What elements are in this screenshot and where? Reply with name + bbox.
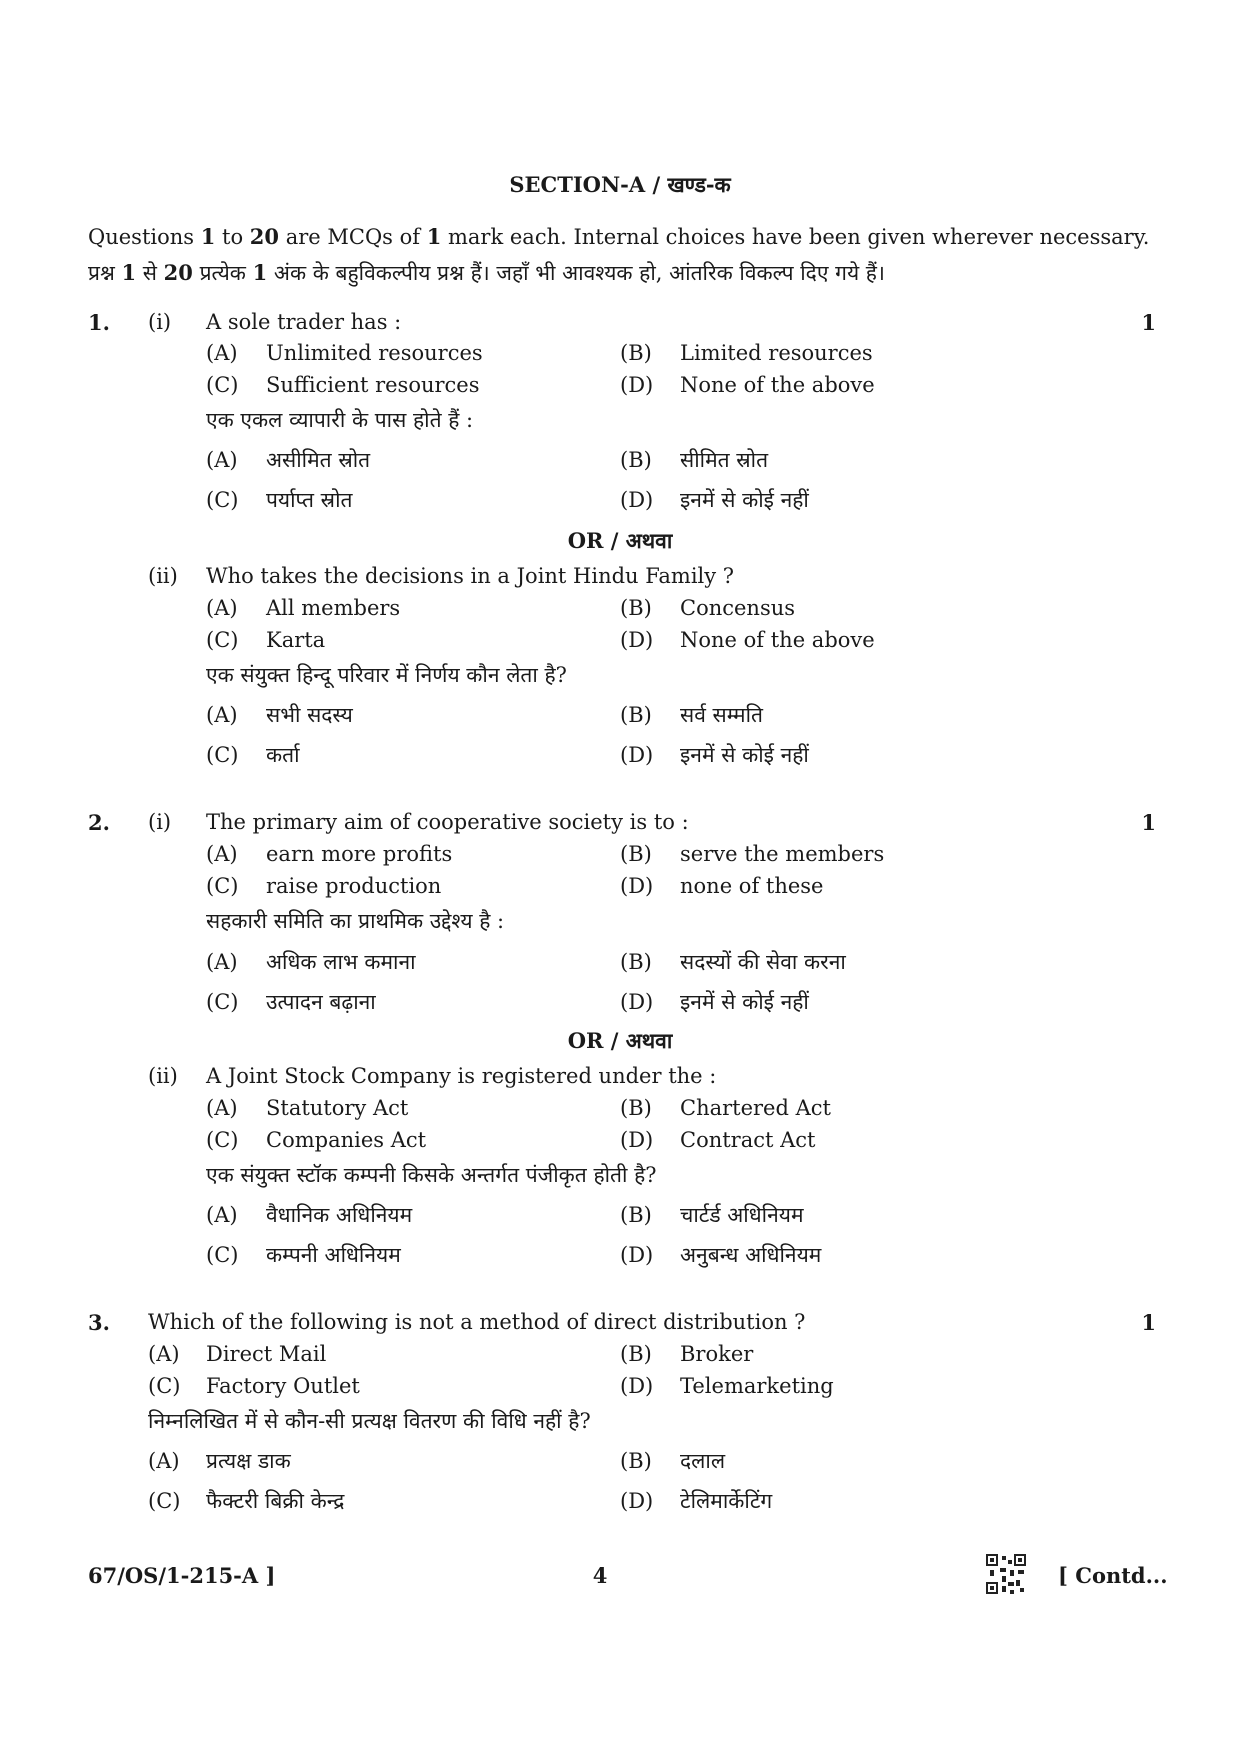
marks: 1	[1141, 1310, 1156, 1335]
option-label: (B)	[620, 448, 652, 472]
option-label: (B)	[620, 1449, 652, 1473]
option-d: इनमें से कोई नहीं	[680, 743, 809, 767]
option-b: serve the members	[680, 842, 885, 866]
option-a: Unlimited resources	[266, 341, 483, 365]
intro-text: are MCQs of	[279, 225, 427, 249]
option-d: None of the above	[680, 628, 875, 652]
option-label: (B)	[620, 842, 652, 866]
question-number: 1.	[88, 310, 110, 335]
option-c: Companies Act	[266, 1128, 427, 1152]
option-d: इनमें से कोई नहीं	[680, 488, 809, 512]
option-d: none of these	[680, 874, 824, 898]
option-d: Contract Act	[680, 1128, 816, 1152]
option-label: (D)	[620, 743, 654, 767]
option-d: टेलिमार्केटिंग	[680, 1489, 773, 1513]
intro-number: 1	[426, 224, 442, 249]
question-number: 2.	[88, 810, 110, 835]
question-stem-english: The primary aim of cooperative society is to :	[206, 810, 689, 834]
sub-question-label: (ii)	[148, 1064, 178, 1088]
instructions-english	[88, 226, 1149, 248]
option-a: असीमित स्रोत	[266, 448, 371, 472]
option-label: (C)	[206, 990, 239, 1014]
option-a: All members	[266, 596, 401, 620]
option-label: (D)	[620, 1374, 654, 1398]
option-label: (D)	[620, 874, 654, 898]
intro-text: to	[215, 225, 250, 249]
option-label: (D)	[620, 628, 654, 652]
question-stem-hindi: निम्नलिखित में से कौन-सी प्रत्यक्ष वितरण की विधि नहीं है?	[148, 1409, 591, 1433]
option-label: (D)	[620, 373, 654, 397]
option-label: (B)	[620, 1203, 652, 1227]
option-b: दलाल	[680, 1449, 726, 1473]
intro-text: से	[136, 261, 164, 285]
option-d: इनमें से कोई नहीं	[680, 990, 809, 1014]
option-b: Chartered Act	[680, 1096, 831, 1120]
option-c: कम्पनी अधिनियम	[266, 1243, 401, 1267]
intro-number: 1	[121, 260, 137, 285]
paper-code: 67/OS/1-215-A ]	[88, 1563, 276, 1588]
intro-number: 1	[200, 224, 216, 249]
option-label: (B)	[620, 703, 652, 727]
intro-text: प्रत्येक	[192, 261, 253, 285]
sub-question-label: (i)	[148, 310, 172, 334]
question-stem-hindi: एक संयुक्त हिन्दू परिवार में निर्णय कौन लेता है?	[206, 663, 567, 687]
option-label: (D)	[620, 990, 654, 1014]
question-stem-english: A sole trader has :	[206, 310, 402, 334]
option-a: Direct Mail	[206, 1342, 327, 1366]
sub-question-label: (ii)	[148, 564, 178, 588]
option-a: अधिक लाभ कमाना	[266, 950, 416, 974]
option-label: (A)	[206, 950, 238, 974]
option-d: Telemarketing	[680, 1374, 834, 1398]
option-label: (B)	[620, 1096, 652, 1120]
option-label: (A)	[148, 1342, 180, 1366]
option-a: सभी सदस्य	[266, 703, 353, 727]
section-title: SECTION-A / खण्ड-क	[509, 172, 731, 197]
option-c: Karta	[266, 628, 326, 652]
option-label: (A)	[206, 842, 238, 866]
option-c: कर्ता	[266, 743, 300, 767]
option-a: earn more profits	[266, 842, 453, 866]
option-b: Broker	[680, 1342, 754, 1366]
intro-number: 20	[249, 224, 280, 249]
option-c: raise production	[266, 874, 442, 898]
page-number: 4	[592, 1563, 608, 1588]
option-label: (C)	[206, 488, 239, 512]
option-d: अनुबन्ध अधिनियम	[680, 1243, 822, 1267]
intro-text: प्रश्न	[88, 261, 122, 285]
option-label: (B)	[620, 341, 652, 365]
question-stem-hindi: एक संयुक्त स्टॉक कम्पनी किसके अन्तर्गत पंजीकृत होती है?	[206, 1163, 657, 1187]
intro-text: Questions	[88, 225, 201, 249]
option-label: (A)	[206, 596, 238, 620]
option-label: (A)	[206, 1203, 238, 1227]
option-label: (C)	[206, 874, 239, 898]
option-label: (C)	[148, 1374, 181, 1398]
intro-number: 20	[163, 260, 193, 285]
option-b: सीमित स्रोत	[680, 448, 769, 472]
option-d: None of the above	[680, 373, 875, 397]
intro-text: अंक के बहुविकल्पीय प्रश्न हैं। जहाँ भी आवश्यक हो, आंतरिक विकल्प दिए गये हैं।	[267, 261, 885, 285]
option-c: पर्याप्त स्रोत	[266, 488, 353, 512]
option-b: सदस्यों की सेवा करना	[680, 950, 846, 974]
option-label: (D)	[620, 1489, 654, 1513]
option-b: चार्टर्ड अधिनियम	[680, 1203, 804, 1227]
question-stem-hindi: सहकारी समिति का प्राथमिक उद्देश्य है :	[206, 909, 505, 933]
option-label: (C)	[206, 1243, 239, 1267]
option-b: Limited resources	[680, 341, 873, 365]
or-divider: OR / अथवा	[567, 528, 673, 553]
option-b: सर्व सम्मति	[680, 703, 763, 727]
instructions-hindi	[88, 262, 885, 284]
option-c: उत्पादन बढ़ाना	[266, 990, 376, 1014]
option-label: (C)	[148, 1489, 181, 1513]
option-label: (A)	[206, 1096, 238, 1120]
option-label: (B)	[620, 1342, 652, 1366]
option-label: (A)	[206, 448, 238, 472]
option-a: Statutory Act	[266, 1096, 409, 1120]
question-stem-english: A Joint Stock Company is registered under the :	[206, 1064, 717, 1088]
option-label: (D)	[620, 1243, 654, 1267]
question-stem-hindi: एक एकल व्यापारी के पास होते हैं :	[206, 408, 474, 432]
option-label: (B)	[620, 950, 652, 974]
sub-question-label: (i)	[148, 810, 172, 834]
option-label: (C)	[206, 373, 239, 397]
option-label: (C)	[206, 628, 239, 652]
option-label: (B)	[620, 596, 652, 620]
qr-code-icon	[986, 1554, 1026, 1594]
continued-note: [ Contd...	[1058, 1563, 1168, 1588]
question-stem-english: Which of the following is not a method of direct distribution ?	[148, 1310, 806, 1334]
option-label: (C)	[206, 743, 239, 767]
option-label: (A)	[206, 703, 238, 727]
intro-number: 1	[252, 260, 268, 285]
option-label: (A)	[148, 1449, 180, 1473]
or-divider: OR / अथवा	[567, 1028, 673, 1053]
question-stem-english: Who takes the decisions in a Joint Hindu Family ?	[206, 564, 735, 588]
option-c: फैक्टरी बिक्री केन्द्र	[206, 1489, 345, 1513]
option-a: प्रत्यक्ष डाक	[206, 1449, 291, 1473]
option-label: (D)	[620, 488, 654, 512]
option-a: वैधानिक अधिनियम	[266, 1203, 413, 1227]
option-label: (C)	[206, 1128, 239, 1152]
option-b: Concensus	[680, 596, 796, 620]
marks: 1	[1141, 310, 1156, 335]
option-c: Factory Outlet	[206, 1374, 360, 1398]
question-number: 3.	[88, 1310, 110, 1335]
option-label: (A)	[206, 341, 238, 365]
option-c: Sufficient resources	[266, 373, 480, 397]
intro-text: mark each. Internal choices have been given wherever necessary.	[441, 225, 1150, 249]
option-label: (D)	[620, 1128, 654, 1152]
marks: 1	[1141, 810, 1156, 835]
